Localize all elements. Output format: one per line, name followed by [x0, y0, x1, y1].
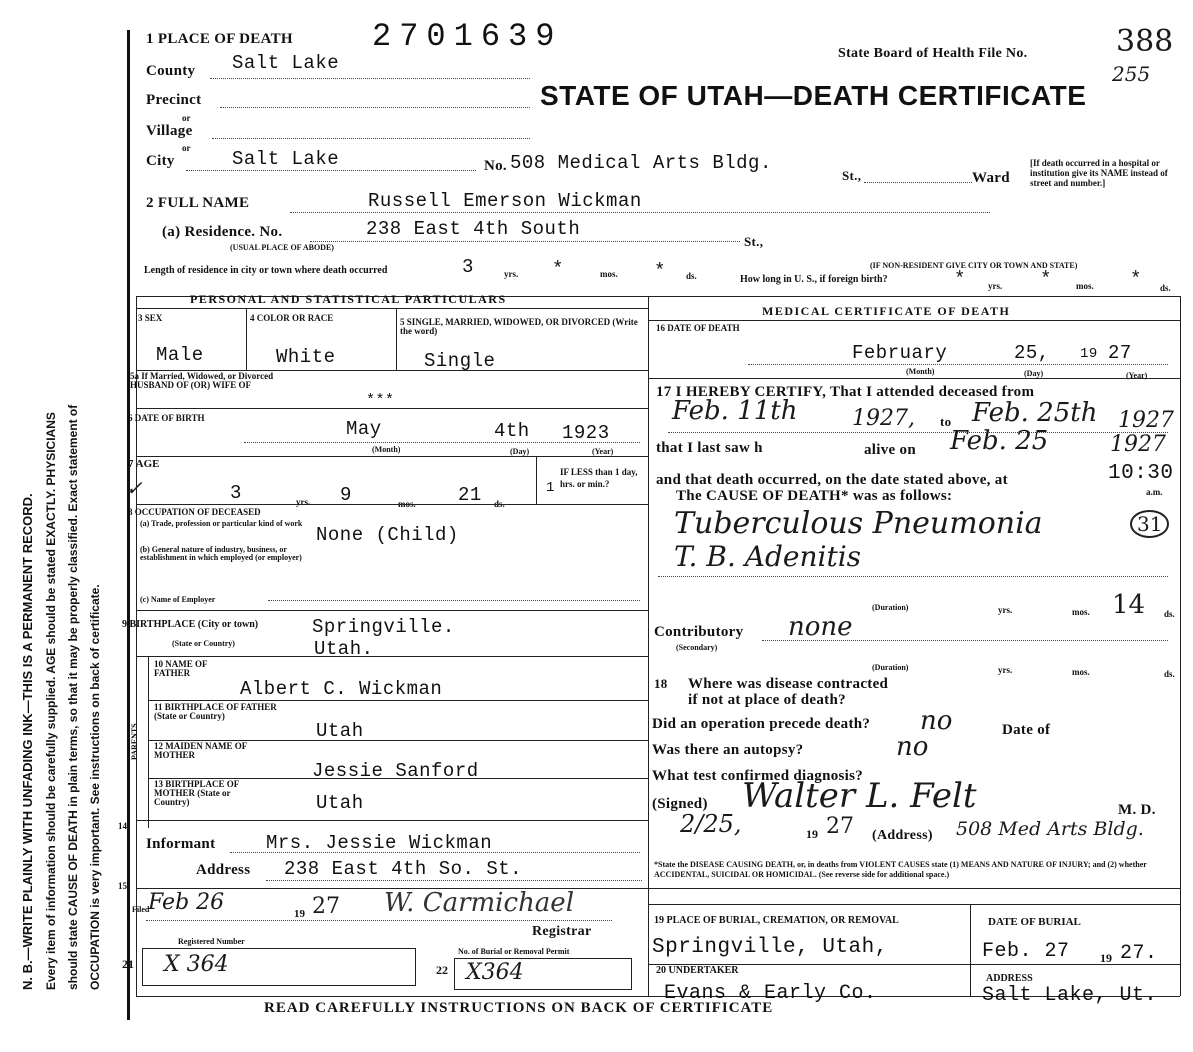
marital-label: 5 SINGLE, MARRIED, WIDOWED, OR DIVORCED (Write the word) — [400, 317, 638, 336]
father-birthplace-label: 11 BIRTHPLACE OF FATHER (State or Country) — [154, 702, 277, 721]
filed-year: 27 — [312, 894, 340, 919]
dod-day-sub: (Day) — [1024, 369, 1044, 378]
county-label: County — [146, 63, 196, 79]
registrar-label: Registrar — [532, 924, 592, 939]
age-mos-label: mos. — [398, 499, 416, 509]
personal-section-title: PERSONAL AND STATISTICAL PARTICULARS — [190, 292, 507, 306]
filed-year-prefix: 19 — [294, 908, 305, 920]
occupation-a-label: (a) Trade, profession or particular kind of work — [140, 519, 303, 528]
length-yrs: 3 — [462, 256, 474, 278]
attend-to: Feb. 25th — [972, 398, 1098, 428]
last-saw-year: 1927 — [1110, 432, 1166, 457]
registered-number: X 364 — [164, 952, 229, 977]
age-label: 7 AGE — [128, 458, 160, 470]
file-number-label: State Board of Health File No. — [838, 46, 1028, 61]
undertaker-label: 20 UNDERTAKER — [656, 965, 739, 976]
cause-line-2: T. B. Adenitis — [674, 540, 862, 573]
certify-label: 17 I HEREBY CERTIFY, That I attended deceased from — [656, 384, 1035, 400]
registrar-signature: W. Carmichael — [384, 888, 575, 918]
father-birthplace: Utah — [316, 720, 364, 742]
undertaker-address: Salt Lake, Ut. — [982, 984, 1158, 1007]
item-21-label: 21 — [122, 957, 134, 971]
duration-ds-label: ds. — [1164, 609, 1175, 619]
dob-label: 6 DATE OF BIRTH — [128, 413, 205, 423]
cause-footnote: *State the DISEASE CAUSING DEATH, or, in deaths from VIOLENT CAUSES state (1) MEANS AND NATURE OF INJURY; and (2) whether ACCIDENTAL, SUICIDAL OR HOMICIDAL. (See reverse side for additional space.) — [654, 860, 1147, 879]
parents-label: PARENTS — [130, 723, 139, 760]
father-value: Albert C. Wickman — [240, 678, 443, 700]
residence-st-label: St., — [744, 234, 764, 249]
left-border — [127, 30, 130, 1020]
where-contracted-sub: if not at place of death? — [688, 692, 846, 708]
us-mos: * — [1040, 268, 1052, 290]
attend-from: Feb. 11th — [672, 396, 798, 426]
attend-from-year: 1927, — [852, 406, 915, 431]
mother-birthplace-label: 13 BIRTHPLACE OF MOTHER (State or Country) — [154, 779, 239, 807]
registered-number-label: Registered Number — [178, 937, 245, 946]
dob-month: May — [346, 418, 382, 440]
cause-label: The CAUSE OF DEATH* was as follows: — [676, 488, 953, 504]
mother-value: Jessie Sanford — [312, 760, 479, 782]
residence-value: 238 East 4th South — [366, 218, 581, 240]
filed-date: Feb 26 — [148, 890, 225, 915]
item-14-label: 14 — [118, 821, 127, 831]
us-ds: * — [1130, 268, 1142, 290]
sex-value: Male — [156, 344, 204, 366]
dod-day: 25, — [1014, 342, 1050, 364]
dod-month-sub: (Month) — [906, 367, 935, 376]
ward-label: Ward — [972, 170, 1010, 186]
street-st-label: St., — [842, 168, 862, 183]
burial-permit-label: No. of Burial or Removal Permit — [458, 947, 570, 956]
duration-2-mos: mos. — [1072, 667, 1090, 677]
certificate-title: STATE OF UTAH—DEATH CERTIFICATE — [540, 80, 1087, 111]
death-time-suffix: a.m. — [1146, 487, 1163, 497]
alive-on-label: alive on — [864, 442, 916, 458]
county-value: Salt Lake — [232, 52, 340, 74]
cause-line-1: Tuberculous Pneumonia — [674, 506, 1043, 541]
nonresident-note: (IF NON-RESIDENT GIVE CITY OR TOWN AND STATE) — [870, 261, 1078, 270]
dob-year-sub: (Year) — [592, 447, 614, 456]
burial-permit-number: X364 — [466, 960, 524, 985]
dob-month-sub: (Month) — [372, 445, 401, 454]
duration-label: (Duration) — [872, 603, 909, 612]
item-18-label: 18 — [654, 676, 668, 691]
filed-label: Filed — [132, 905, 150, 914]
us-ds-label: ds. — [1160, 283, 1171, 293]
age-yrs: 3 — [230, 482, 242, 504]
age-ds: 21 — [458, 484, 482, 506]
us-yrs-label: yrs. — [988, 281, 1003, 291]
less-than-value: 1 — [546, 480, 555, 496]
or-label-2: or — [182, 143, 191, 153]
burial-place-label: 19 PLACE OF BURIAL, CREMATION, OR REMOVAL — [654, 915, 899, 926]
right-border — [1180, 296, 1181, 996]
burial-date-label: DATE OF BURIAL — [988, 916, 1081, 928]
village-label: Village — [146, 123, 193, 139]
age-yrs-label: yrs. — [296, 497, 311, 507]
file-number: 388 — [1116, 24, 1174, 59]
length-yrs-label: yrs. — [504, 269, 519, 279]
residence-label: (a) Residence. No. — [162, 224, 283, 240]
length-ds: * — [654, 260, 666, 282]
dob-day-sub: (Day) — [510, 447, 530, 456]
dob-day: 4th — [494, 420, 530, 442]
burial-place: Springville, Utah, — [652, 936, 888, 959]
occupation-label: 8 OCCUPATION OF DECEASED — [128, 507, 261, 517]
length-ds-label: ds. — [686, 271, 697, 281]
physician-signature: Walter L. Felt — [742, 776, 977, 816]
left-inner-border — [136, 296, 137, 996]
duration-2-ds: ds. — [1164, 669, 1175, 679]
sex-label: 3 SEX — [138, 313, 163, 323]
to-label: to — [940, 414, 952, 429]
spouse-value: *** — [366, 392, 395, 409]
less-than-label: IF LESS than 1 day, hrs. or min.? — [560, 467, 638, 489]
father-label: 10 NAME OF FATHER — [154, 659, 208, 678]
side-note-3: should state CAUSE OF DEATH in plain terms, so that it may be properly classified. Exact statement of — [66, 404, 80, 990]
burial-year: 27. — [1120, 942, 1158, 965]
death-occurred-label: and that death occurred, on the date stated above, at — [656, 472, 1008, 488]
mother-label: 12 MAIDEN NAME OF MOTHER — [154, 741, 247, 760]
duration-2-yrs: yrs. — [998, 665, 1013, 675]
dod-year: 27 — [1108, 342, 1132, 364]
dob-year: 1923 — [562, 422, 610, 444]
burial-date: Feb. 27 — [982, 940, 1070, 963]
full-name-value: Russell Emerson Wickman — [368, 190, 642, 212]
side-note-1: N. B.—WRITE PLAINLY WITH UNFADING INK—THIS IS A PERMANENT RECORD. — [20, 493, 35, 990]
signed-date: 2/25, — [680, 810, 742, 838]
autopsy-label: Was there an autopsy? — [652, 742, 804, 758]
medical-section-title: MEDICAL CERTIFICATE OF DEATH — [762, 304, 1011, 318]
md-label: M. D. — [1118, 802, 1156, 818]
date-of-death-label: 16 DATE OF DEATH — [656, 323, 740, 333]
operation-label: Did an operation precede death? — [652, 716, 871, 732]
last-saw-date: Feb. 25 — [950, 426, 1049, 456]
occupation-b-label: (b) General nature of industry, business, or establishment in which employed (or employer) — [140, 545, 302, 562]
informant-value: Mrs. Jessie Wickman — [266, 832, 493, 854]
street-no-label: No. — [484, 158, 507, 174]
secondary-sub: (Secondary) — [676, 643, 718, 652]
city-label: City — [146, 153, 175, 169]
dod-year-sub: (Year) — [1126, 371, 1148, 380]
birthplace-sub: (State or Country) — [172, 639, 235, 648]
center-divider — [648, 296, 649, 904]
contributory-label: Contributory — [654, 624, 744, 640]
us-yrs: * — [954, 268, 966, 290]
duration-yrs: yrs. — [998, 605, 1013, 615]
side-note-4: OCCUPATION is very important. See instructions on back of certificate. — [88, 584, 102, 990]
certificate-number: 2701639 — [372, 18, 563, 55]
mother-birthplace: Utah — [316, 792, 364, 814]
footer-instructions: READ CAREFULLY INSTRUCTIONS ON BACK OF CERTIFICATE — [264, 1000, 774, 1016]
birthplace-city: Springville. — [312, 616, 455, 638]
birthplace-label: 9 BIRTHPLACE (City or town) — [122, 619, 259, 630]
informant-label: Informant — [146, 836, 216, 852]
duration-2-label: (Duration) — [872, 663, 909, 672]
us-length-label: How long in U. S., if foreign birth? — [740, 274, 888, 285]
us-mos-label: mos. — [1076, 281, 1094, 291]
hospital-note: [If death occurred in a hospital or institution give its NAME instead of street and number.] — [1030, 158, 1168, 188]
test-confirmed-label: What test confirmed diagnosis? — [652, 768, 864, 784]
cause-code: 31 — [1130, 510, 1169, 538]
informant-address: 238 East 4th So. St. — [284, 858, 523, 880]
last-saw-label: that I last saw h — [656, 440, 763, 456]
date-of-label: Date of — [1002, 722, 1051, 738]
length-residence-label: Length of residence in city or town where death occurred — [144, 265, 388, 276]
signed-year-prefix: 19 — [806, 827, 818, 841]
attend-to-year: 1927 — [1118, 408, 1174, 433]
marital-value: Single — [424, 350, 496, 372]
operation-value: no — [920, 706, 953, 736]
undertaker-address-label: ADDRESS — [986, 973, 1033, 984]
duration-mos: mos. — [1072, 607, 1090, 617]
where-contracted-label: Where was disease contracted — [688, 676, 889, 692]
birthplace-state: Utah. — [314, 638, 374, 660]
item-15-label: 15 — [118, 881, 127, 891]
signed-year: 27 — [826, 814, 854, 839]
death-time: 10:30 — [1108, 462, 1174, 485]
street-no-value: 508 Medical Arts Bldg. — [510, 152, 772, 174]
autopsy-value: no — [896, 732, 929, 762]
age-ds-label: ds. — [494, 499, 505, 509]
side-note-2: Every item of information should be carefully supplied. AGE should be stated EXACTLY. PHYSICIANS — [44, 412, 58, 990]
age-check: ✓ — [126, 476, 143, 500]
length-mos: * — [552, 258, 564, 280]
physician-address: 508 Med Arts Bldg. — [956, 818, 1144, 840]
full-name-label: 2 FULL NAME — [146, 195, 250, 211]
undertaker-value: Evans & Early Co. — [664, 982, 877, 1005]
informant-address-label: Address — [196, 862, 251, 878]
signed-label: (Signed) — [652, 796, 708, 812]
burial-year-prefix: 19 — [1100, 951, 1112, 965]
physician-address-label: (Address) — [872, 828, 933, 843]
spouse-label: 5a If Married, Widowed, or Divorced HUSBAND OF (OR) WIFE OF — [130, 371, 274, 390]
place-of-death-label: 1 PLACE OF DEATH — [146, 31, 293, 47]
duration-days: 14 — [1112, 590, 1146, 620]
city-value: Salt Lake — [232, 148, 340, 170]
or-label-1: or — [182, 113, 191, 123]
item-22-label: 22 — [436, 963, 448, 977]
age-mos: 9 — [340, 484, 352, 506]
color-label: 4 COLOR OR RACE — [250, 313, 334, 323]
color-value: White — [276, 346, 336, 368]
residence-sub: (USUAL PLACE OF ABODE) — [230, 243, 334, 252]
precinct-label: Precinct — [146, 92, 202, 108]
dod-month: February — [852, 342, 948, 364]
dod-year-prefix: 19 — [1080, 346, 1098, 362]
occupation-c-label: (c) Name of Employer — [140, 595, 216, 604]
contributory-value: none — [788, 612, 853, 642]
length-mos-label: mos. — [600, 269, 618, 279]
file-number-sub: 255 — [1112, 62, 1151, 86]
occupation-value: None (Child) — [316, 524, 459, 546]
